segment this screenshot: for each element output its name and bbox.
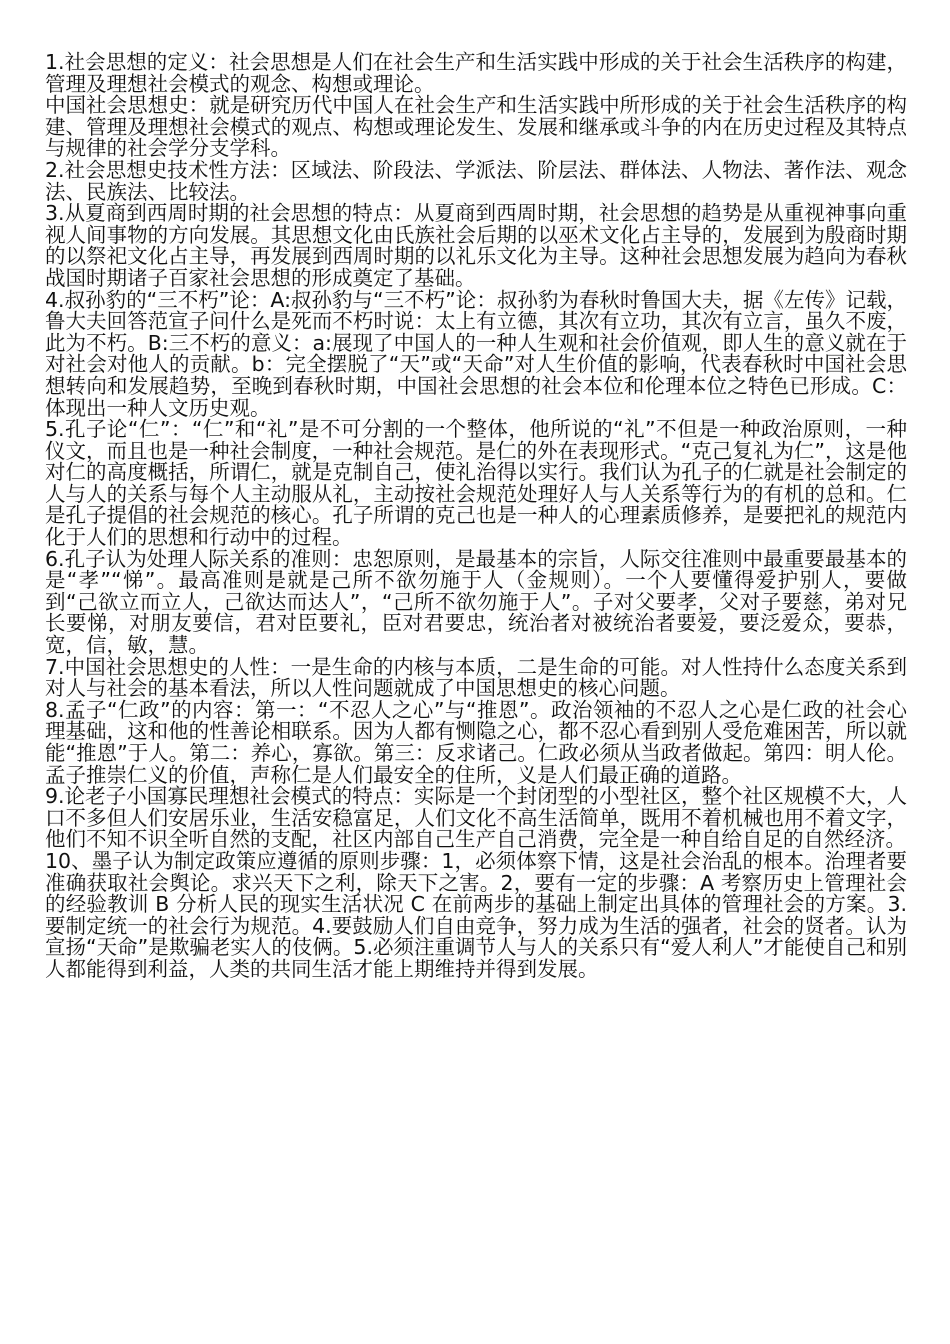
paragraph-interpersonal-principles: 6.孔子认为处理人际关系的准则：忠恕原则，是最基本的宗旨，人际交往准则中最重要最基本的是“孝”“悌”。最高准则是就是己所不欲勿施于人（金规则）。一个人要懂得爱护别人，要做到“己欲立而立人，己欲达而达人”，“己所不欲勿施于人”。子对父要孝，父对子要慈，弟对兄长要悌，对朋友要信，君对臣要礼，臣对君要忠，统治者对被统治者要爱，要泛爱众，要恭，宽，信，敏，慧。 <box>45 546 907 658</box>
paragraph-definition: 1.社会思想的定义：社会思想是人们在社会生产和生活实践中形成的关于社会生活秩序的构建，管理及理想社会模式的观念、构想或理论。 <box>45 50 907 96</box>
paragraph-mencius-benevolent-government: 8.孟子“仁政”的内容：第一：“不忍人之心”与“推恩”。政治领袖的不忍人之心是仁政的社会心理基础，这和他的性善论相联系。因为人都有恻隐之心，都不忍心看到别人受危难困苦，所以就能“推恩”于人。第二：养心，寡欲。第三：反求诸己。仁政必须从当政者做起。第四：明人伦。孟子推崇仁义的价值，声称仁是人们最安全的住所，义是人们最正确的道路。 <box>45 697 907 787</box>
paragraph-confucius-ren: 5.孔子论“仁”：“仁”和“礼”是不可分割的一个整体，他所说的“礼”不但是一种政治原则，一种仪文，而且也是一种社会制度，一种社会规范。是仁的外在表现形式。“克己复礼为仁”，这是他对仁的高度概括，所谓仁，就是克制自己，使礼治得以实行。我们认为孔子的仁就是社会制定的人与人的关系与每个人主动服从礼，主动按社会规范处理好人与人关系等行为的有机的总和。仁是孔子提倡的社会规范的核心。孔子所谓的克己也是一种人的心理素质修养，是要把礼的规范内化于人们的思想和行动中的过程。 <box>45 417 907 550</box>
document-body <box>45 52 907 981</box>
paragraph-three-immortals: 4.叔孙豹的“三不朽”论：A:叔孙豹与“三不朽”论：叔孙豹为春秋时鲁国大夫，据《左传》记载，鲁大夫回答范宣子问什么是死而不朽时说：太上有立德，其次有立功，其次有立言，虽久不废，此为不朽。B:三不朽的意义：a:展现了中国人的一种人生观和社会价值观，即人生的意义就在于对社会对他人的贡献。b：完全摆脱了“天”或“天命”对人生价值的影响，代表春秋时中国社会思想转向和发展趋势，至晚到春秋时期，中国社会思想的社会本位和伦理本位之特色已形成。C：体现出一种人文历史观。 <box>45 287 907 420</box>
paragraph-human-nature: 7.中国社会思想史的人性：一是生命的内核与本质，二是生命的可能。对人性持什么态度关系到对人与社会的基本看法，所以人性问题就成了中国思想史的核心问题。 <box>45 654 907 701</box>
paragraph-methods: 2.社会思想史技术性方法：区域法、阶段法、学派法、阶层法、群体法、人物法、著作法、观念法、民族法、比较法。 <box>45 157 907 204</box>
paragraph-laozi-small-state: 9.论老子小国寡民理想社会模式的特点：实际是一个封闭型的小型社区，整个社区规模不大，人口不多但人们安居乐业，生活安稳富足，人们文化不高生活简单，既用不着机械也用不着文字，他们不知不识全听自然的支配，社区内部自己生产自己消费，完全是一种自给自足的自然经济。 <box>45 784 907 852</box>
paragraph-history-definition: 中国社会思想史：就是研究历代中国人在社会生产和生活实践中所形成的关于社会生活秩序的构建、管理及理想社会模式的观点、构想或理论发生、发展和继承或斗争的内在历史过程及其特点与规律的社会学分支学科。 <box>45 93 907 161</box>
paragraph-xia-shang-zhou: 3.从夏商到西周时期的社会思想的特点：从夏商到西周时期，社会思想的趋势是从重视神事向重视人间事物的方向发展。其思想文化由氏族社会后期的以巫术文化占主导的，发展到为殷商时期的以祭祀文化占主导，再发展到西周时期的以礼乐文化为主导。这种社会思想发展为趋向为春秋战国时期诸子百家社会思想的形成奠定了基础。 <box>45 201 907 290</box>
paragraph-mozi-policy: 10、墨子认为制定政策应遵循的原则步骤：1，必须体察下情，这是社会治乱的根本。治理者要准确获取社会舆论。求兴天下之利，除天下之害。2，要有一定的步骤：A 考察历史上管理社会的经验教训 B 分析人民的现实生活状况 C 在前两步的基础上制定出具体的管理社会的方案。3.要制定统一的社会行为规范。4.要鼓励人们自由竞争，努力成为生活的强者，社会的贤者。认为宣扬“天命”是欺骗老实人的伎俩。5.必须注重调节人与人的关系只有“爱人利人”才能使自己和别人都能得到利益，人类的共同生活才能上期维持并得到发展。 <box>45 848 907 981</box>
